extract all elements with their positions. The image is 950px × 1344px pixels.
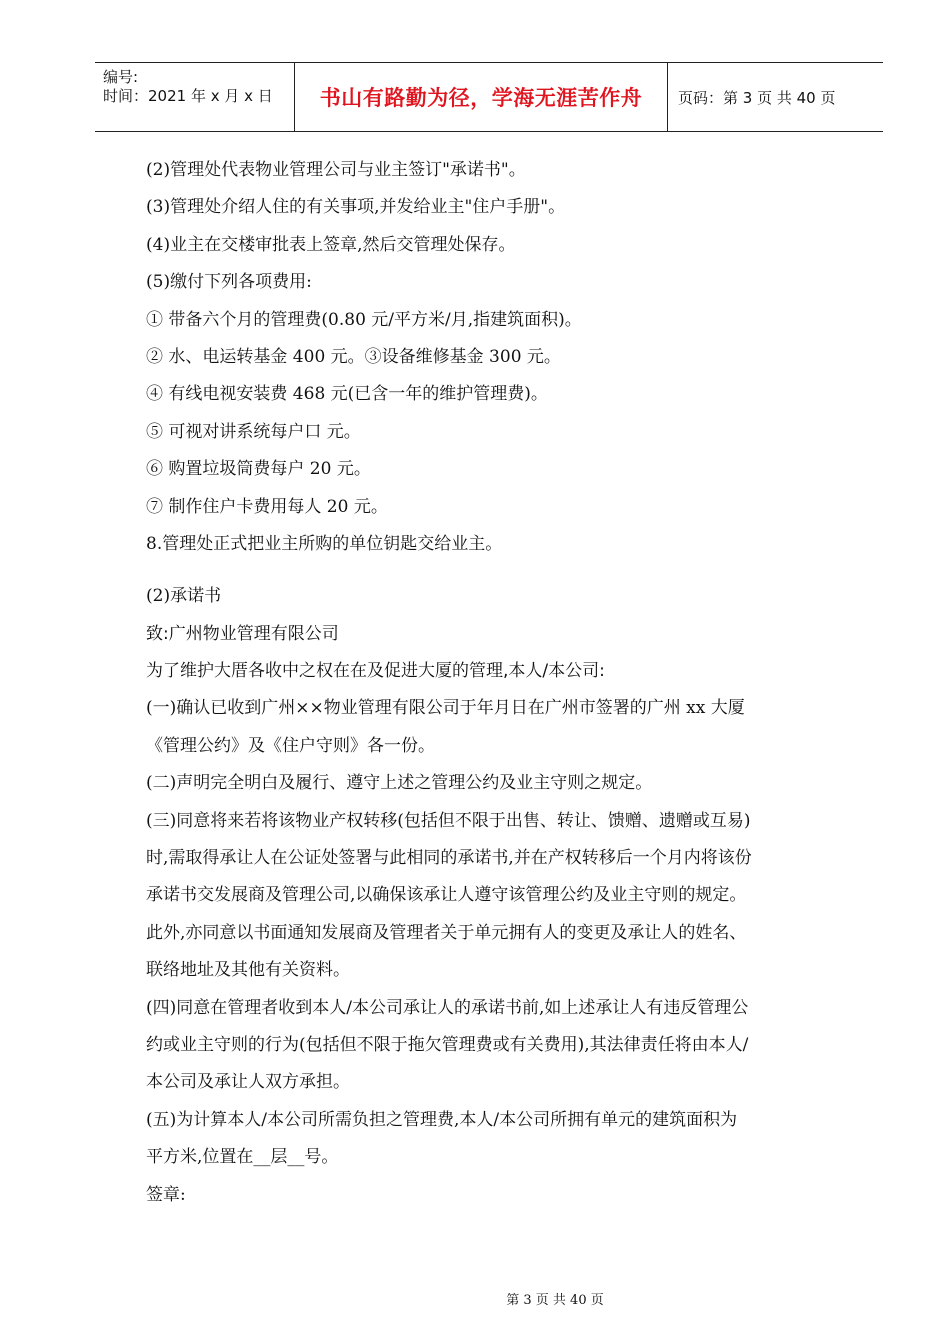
body-line: (4)业主在交楼审批表上签章,然后交管理处保存。 — [146, 234, 516, 255]
body-line: ② 水、电运转基金 400 元。③设备维修基金 300 元。 — [146, 346, 561, 367]
body-line: ⑥ 购置垃圾筒费每户 20 元。 — [146, 459, 371, 480]
body-line: 为了维护大厝各收中之权在在及促进大厦的管理,本人/本公司: — [146, 661, 605, 682]
body-line: 《管理公约》及《住户守则》各一份。 — [146, 735, 435, 756]
header-page-code: 页码：第 3 页 共 40 页 — [678, 88, 836, 107]
body-line: 平方米,位置在__层__号。 — [146, 1147, 339, 1168]
body-line: 承诺书交发展商及管理公司,以确保该承让人遵守该管理公约及业主守则的规定。 — [146, 885, 747, 906]
body-line: (五)为计算本人/本公司所需负担之管理费,本人/本公司所拥有单元的建筑面积为 — [146, 1109, 738, 1130]
body-line: 致:广州物业管理有限公司 — [146, 623, 339, 644]
paragraph-gap — [146, 563, 838, 578]
body-line: (三)同意将来若将该物业产权转移(包括但不限于出售、转让、馈赠、遗赠或互易) — [146, 810, 751, 831]
body-line: (2)管理处代表物业管理公司与业主签订"承诺书"。 — [146, 160, 526, 180]
header-motto-cell — [295, 63, 668, 131]
body-line: 本公司及承让人双方承担。 — [146, 1072, 350, 1093]
body-line: (二)声明完全明白及履行、遵守上述之管理公约及业主守则之规定。 — [146, 773, 653, 794]
header-motto: 书山有路勤为径，学海无涯苦作舟 — [319, 86, 643, 110]
page-header — [95, 62, 883, 132]
body-line: 时,需取得承让人在公证处签署与此相同的承诺书,并在产权转移后一个月内将该份 — [146, 848, 752, 869]
body-line: (3)管理处介绍人住的有关事项,并发给业主"住户手册"。 — [146, 197, 566, 218]
document-time-label: 时间：2021 年 x 月 x 日 — [103, 87, 273, 105]
signature-label: 签章: — [146, 1184, 186, 1205]
body-line: ⑦ 制作住户卡费用每人 20 元。 — [146, 496, 388, 517]
document-body — [146, 152, 838, 1214]
page-footer: 第 3 页 共 40 页 — [506, 1293, 604, 1308]
header-meta-cell — [95, 63, 295, 131]
body-line: ④ 有线电视安装费 468 元(已含一年的维护管理费)。 — [146, 384, 548, 405]
body-line: (一)确认已收到广州××物业管理有限公司于年月日在广州市签署的广州 xx 大厦 — [146, 698, 745, 719]
section-heading: (2)承诺书 — [146, 586, 222, 607]
document-number-label: 编号: — [103, 68, 139, 86]
body-line: ① 带备六个月的管理费(0.80 元/平方米/月,指建筑面积)。 — [146, 309, 582, 330]
body-line: 约或业主守则的行为(包括但不限于拖欠管理费或有关费用),其法律责任将由本人/ — [146, 1034, 749, 1055]
body-line: (四)同意在管理者收到本人/本公司承让人的承诺书前,如上述承让人有违反管理公 — [146, 997, 749, 1018]
body-line: (5)缴付下列各项费用: — [146, 272, 312, 293]
body-line: 8.管理处正式把业主所购的单位钥匙交给业主。 — [146, 533, 503, 554]
body-line: 此外,亦同意以书面通知发展商及管理者关于单元拥有人的变更及承让人的姓名、 — [146, 922, 747, 943]
header-page-cell — [668, 63, 883, 131]
body-line: ⑤ 可视对讲系统每户口 元。 — [146, 421, 361, 442]
body-line: 联络地址及其他有关资料。 — [146, 960, 350, 981]
